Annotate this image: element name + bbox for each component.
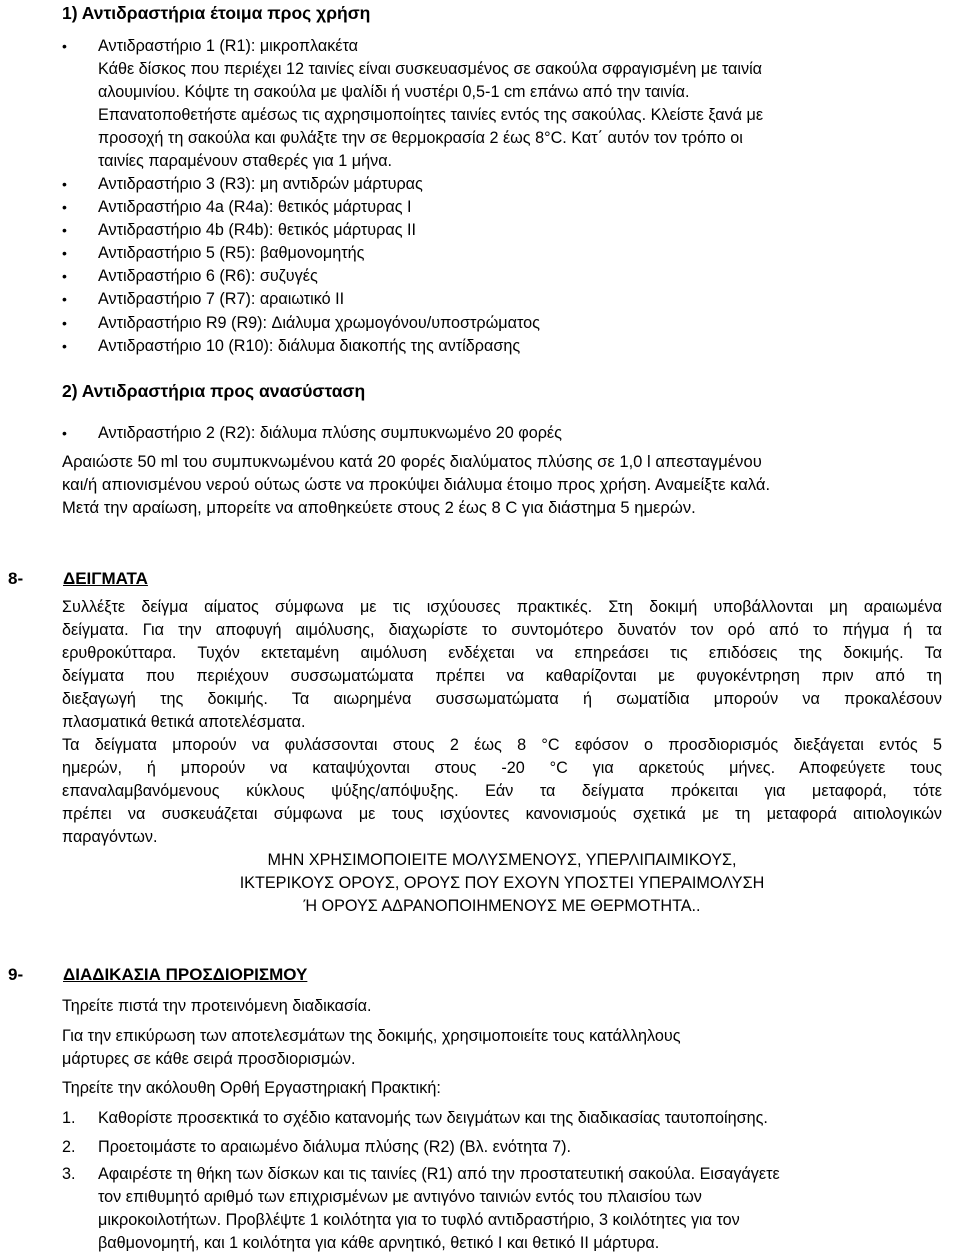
section1-heading (62, 2, 370, 24)
paragraph-line: επαναλαμβανόμενους κύκλους ψύξης/απόψυξης. Εάν τα δείγματα πρόκειται για μεταφορά, τότε (62, 782, 942, 800)
samples-warning (62, 849, 942, 918)
step-text: μικροκοιλοτήτων. Προβλέψτε 1 κοιλότητα για το τυφλό αντιδραστήριο, 3 κοιλότητες για τον (98, 1211, 740, 1229)
paragraph-line: μάρτυρες σε κάθε σειρά προσδιορισμών. (62, 1050, 356, 1068)
section2-heading (62, 380, 365, 402)
bullet-icon: • (62, 315, 67, 331)
reagent-item-text: Αντιδραστήριο 10 (R10): διάλυμα διακοπής της αντίδρασης (98, 337, 521, 355)
r2-item (62, 422, 942, 445)
section2-heading-text: 2) Αντιδραστήρια προς ανασύσταση (62, 381, 366, 401)
reagent-item-text: Αντιδραστήριο 4a (R4a): θετικός μάρτυρας I (98, 198, 412, 216)
r1-line: Επανατοποθετήστε αμέσως τις αχρησιμοποίητες ταινίες εντός της σακούλας. Κλείστε ξανά με (98, 106, 764, 124)
step-text: Προετοιμάστε το αραιωμένο διάλυμα πλύσης (R2) (Βλ. ενότητα 7). (98, 1138, 571, 1156)
paragraph-line: και/ή απιονισμένου νερού ούτως ώστε να προκύψει διάλυμα έτοιμο προς χρήση. Αναμείξτε καλά. (62, 475, 771, 494)
bullet-icon: • (62, 268, 67, 284)
bullet-icon: • (62, 245, 67, 261)
reagent-list-item (62, 219, 942, 242)
paragraph-line: Για την επικύρωση των αποτελεσμάτων της δοκιμής, χρησιμοποιείτε τους κατάλληλους (62, 1027, 681, 1045)
paragraph-line: πρέπει να συσκευάζεται σύμφωνα με τους ισχύοντες κανονισμούς σχετικά με τη μεταφορά αιτιολογικών (62, 805, 942, 823)
reagent-list-item (62, 335, 942, 358)
step-text: Καθορίστε προσεκτικά το σχέδιο κατανομής των δειγμάτων και της διαδικασίας ταυτοποίησης. (98, 1109, 768, 1127)
bullet-icon: • (62, 338, 67, 354)
reagent-item-text: Αντιδραστήριο 4b (R4b): θετικός μάρτυρας II (98, 221, 417, 239)
paragraph-line: Συλλέξτε δείγμα αίματος σύμφωνα με τις ισχύουσες πρακτικές. Στη δοκιμή υποβάλλονται μη αραιωμένα (62, 598, 942, 616)
r1-line: ταινίες παραμένουν σταθερές για 1 μήνα. (98, 152, 393, 170)
procedure-step (62, 1136, 942, 1159)
section9-title: ΔΙΑΔΙΚΑΣΙΑ ΠΡΟΣΔΙΟΡΙΣΜΟΥ (63, 965, 308, 984)
warning-line: ΜΗΝ ΧΡΗΣΙΜΟΠΟΙΕΙΤΕ ΜΟΛΥΣΜΕΝΟΥΣ, ΥΠΕΡΛΙΠΑΙΜΙΚΟΥΣ, (267, 851, 737, 869)
paragraph-line: δείγματα. Για την αποφυγή αιμόλυσης, διαχωρίστε το συντομότερο δυνατόν τον ορό από το πήγμα ή τα (62, 621, 942, 639)
bullet-icon: • (62, 291, 67, 307)
reagent-list-item (62, 288, 942, 311)
warning-line: ΙΚΤΕΡΙΚΟΥΣ ΟΡΟΥΣ, ΟΡΟΥΣ ΠΟΥ ΕΧΟΥΝ ΥΠΟΣΤΕΙ ΥΠΕΡΑΙΜΟΛΥΣΗ (239, 874, 765, 892)
reagent-list-item (62, 196, 942, 219)
bullet-icon: • (62, 38, 67, 54)
glp-intro: Τηρείτε την ακόλουθη Ορθή Εργαστηριακή Πρακτική: (62, 1079, 441, 1097)
r1-line: προσοχή τη σακούλα και φυλάξτε την σε θερμοκρασία 2 έως 8°C. Κατ΄ αυτόν τον τρόπο οι (98, 129, 743, 147)
reagent-item-text: Αντιδραστήριο 3 (R3): μη αντιδρών μάρτυρας (98, 175, 423, 193)
step-text: Αφαιρέστε τη θήκη των δίσκων και τις ταινίες (R1) από την προστατευτική σακούλα. Εισαγάγετε (98, 1165, 780, 1183)
reagent-item-text: Αντιδραστήριο R9 (R9): Διάλυμα χρωμογόνου/υποστρώματος (98, 314, 540, 332)
paragraph-line: Μετά την αραίωση, μπορείτε να αποθηκεύετε στους 2 έως 8 C για διάστημα 5 ημερών. (62, 498, 696, 517)
reagent-list-item (62, 173, 942, 196)
paragraph-line: δείγματα που περιέχουν συσσωματώματα πρέπει να καθαρίζονται με φυγοκέντρηση πριν από τη (62, 667, 942, 685)
bullet-icon: • (62, 425, 67, 441)
paragraph-line: ερυθροκύτταρα. Τυχόν εκτεταμένη αιμόλυση ενδέχεται να επηρεάσει τις επιδόσεις της δοκιμής. Τα (62, 644, 942, 662)
reagent-item-text: Αντιδραστήριο 6 (R6): συζυγές (98, 267, 318, 285)
paragraph-line: παραγόντων. (62, 828, 158, 846)
procedure-step (62, 1107, 942, 1130)
step-text: βαθμονομητή, και 1 κοιλότητα για κάθε αρνητικό, θετικό I και θετικό II μάρτυρα. (98, 1234, 660, 1252)
procedure-intro: Τηρείτε πιστά την προτεινόμενη διαδικασία. (62, 997, 372, 1015)
section1-heading-text: 1) Αντιδραστήρια έτοιμα προς χρήση (62, 3, 371, 23)
r2-item-text: Αντιδραστήριο 2 (R2): διάλυμα πλύσης συμπυκνωμένο 20 φορές (98, 424, 562, 442)
step-text: τον επιθυμητό αριθμό των επιχρισμένων με αντιγόνο ταινιών εντός του πλαισίου των (98, 1188, 702, 1206)
reagent-list-item (62, 242, 942, 265)
r1-line: αλουμινίου. Κόψτε τη σακούλα με ψαλίδι ή νυστέρι 0,5-1 cm επάνω από την ταινία. (98, 83, 690, 101)
procedure-step (62, 1163, 942, 1255)
r1-line: Κάθε δίσκος που περιέχει 12 ταινίες είναι συσκευασμένος σε σακούλα σφραγισμένη με ταινία (98, 60, 763, 78)
section8-heading (8, 568, 148, 590)
r1-item (62, 35, 942, 173)
r1-title: Αντιδραστήριο 1 (R1): μικροπλακέτα (98, 37, 359, 55)
section8-number: 8- (8, 569, 24, 588)
paragraph-line: Αραιώστε 50 ml του συμπυκνωμένου κατά 20 φορές διαλύματος πλύσης σε 1,0 l απεσταγμένου (62, 452, 762, 471)
section8-title: ΔΕΙΓΜΑΤΑ (63, 569, 148, 588)
reagent-list-item (62, 312, 942, 335)
paragraph-line: ημερών, ή μπορούν να καταψύχονται στους -20 °C για αρκετούς μήνες. Αποφεύγετε τους (62, 759, 942, 777)
section9-number: 9- (8, 965, 24, 984)
reagent-item-text: Αντιδραστήριο 7 (R7): αραιωτικό II (98, 290, 345, 308)
reagent-item-text: Αντιδραστήριο 5 (R5): βαθμονομητής (98, 244, 365, 262)
samples-paragraph-2 (62, 734, 942, 849)
dilution-paragraph (62, 450, 942, 519)
paragraph-line: διεξαγωγή της δοκιμής. Τα αιωρημένα συσσωματώματα ή σωματίδια μπορούν να προκαλέσουν (62, 690, 942, 708)
bullet-icon: • (62, 176, 67, 192)
samples-paragraph-1 (62, 596, 942, 734)
paragraph-line: Τα δείγματα μπορούν να φυλάσσονται στους 2 έως 8 °C εφόσον ο προσδιορισμός διεξάγεται εντός 5 (62, 736, 942, 754)
warning-line: Ή ΟΡΟΥΣ ΑΔΡΑΝΟΠΟΙΗΜΕΝΟΥΣ ΜΕ ΘΕΡΜΟΤΗΤΑ.. (303, 897, 701, 915)
step-number: 1. (62, 1109, 76, 1127)
procedure-controls-paragraph (62, 1025, 942, 1071)
step-number: 2. (62, 1138, 76, 1156)
paragraph-line: πλασματικά θετικά αποτελέσματα. (62, 713, 306, 731)
bullet-icon: • (62, 199, 67, 215)
bullet-icon: • (62, 222, 67, 238)
step-number: 3. (62, 1165, 76, 1183)
reagent-list-item (62, 265, 942, 288)
section9-heading (8, 964, 307, 986)
